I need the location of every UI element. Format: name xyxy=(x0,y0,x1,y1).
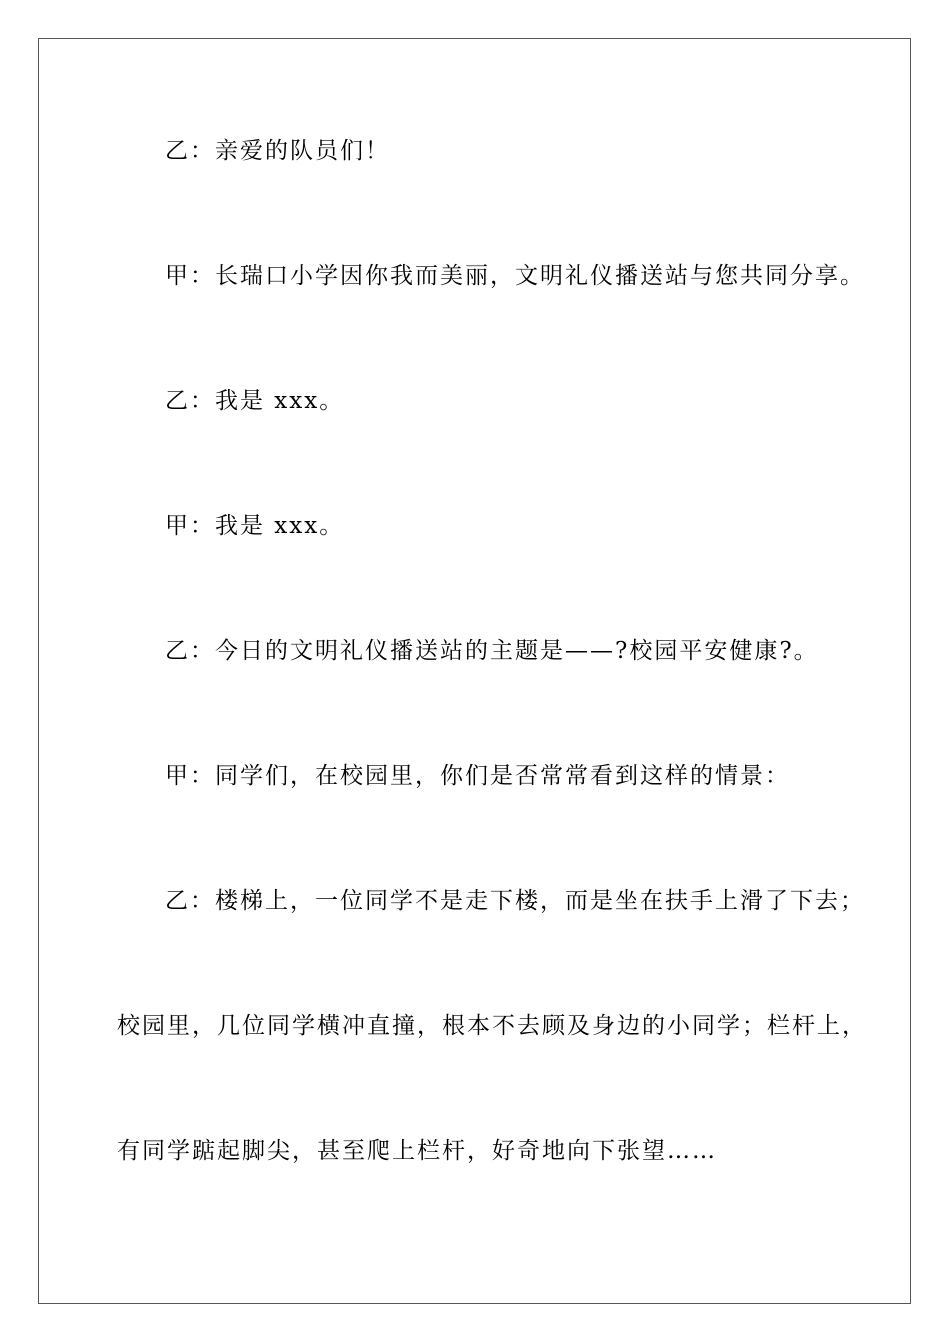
dialogue-line-5: 乙：今日的文明礼仪播送站的主题是——?校园平安健康?。 xyxy=(165,638,819,664)
dialogue-line-8: 校园里，几位同学横冲直撞，根本不去顾及身边的小同学；栏杆上， xyxy=(117,1013,867,1039)
dialogue-line-3: 乙：我是 xxx。 xyxy=(165,388,345,414)
document-page xyxy=(38,38,911,1304)
dialogue-line-2: 甲：长瑞口小学因你我而美丽，文明礼仪播送站与您共同分享。 xyxy=(165,263,865,289)
dialogue-line-6: 甲：同学们，在校园里，你们是否常常看到这样的情景： xyxy=(165,763,790,789)
dialogue-line-9: 有同学踮起脚尖，甚至爬上栏杆，好奇地向下张望…… xyxy=(117,1138,717,1164)
dialogue-line-7: 乙：楼梯上，一位同学不是走下楼，而是坐在扶手上滑了下去； xyxy=(165,888,865,914)
dialogue-line-4: 甲：我是 xxx。 xyxy=(165,513,345,539)
dialogue-line-1: 乙：亲爱的队员们！ xyxy=(165,138,390,164)
